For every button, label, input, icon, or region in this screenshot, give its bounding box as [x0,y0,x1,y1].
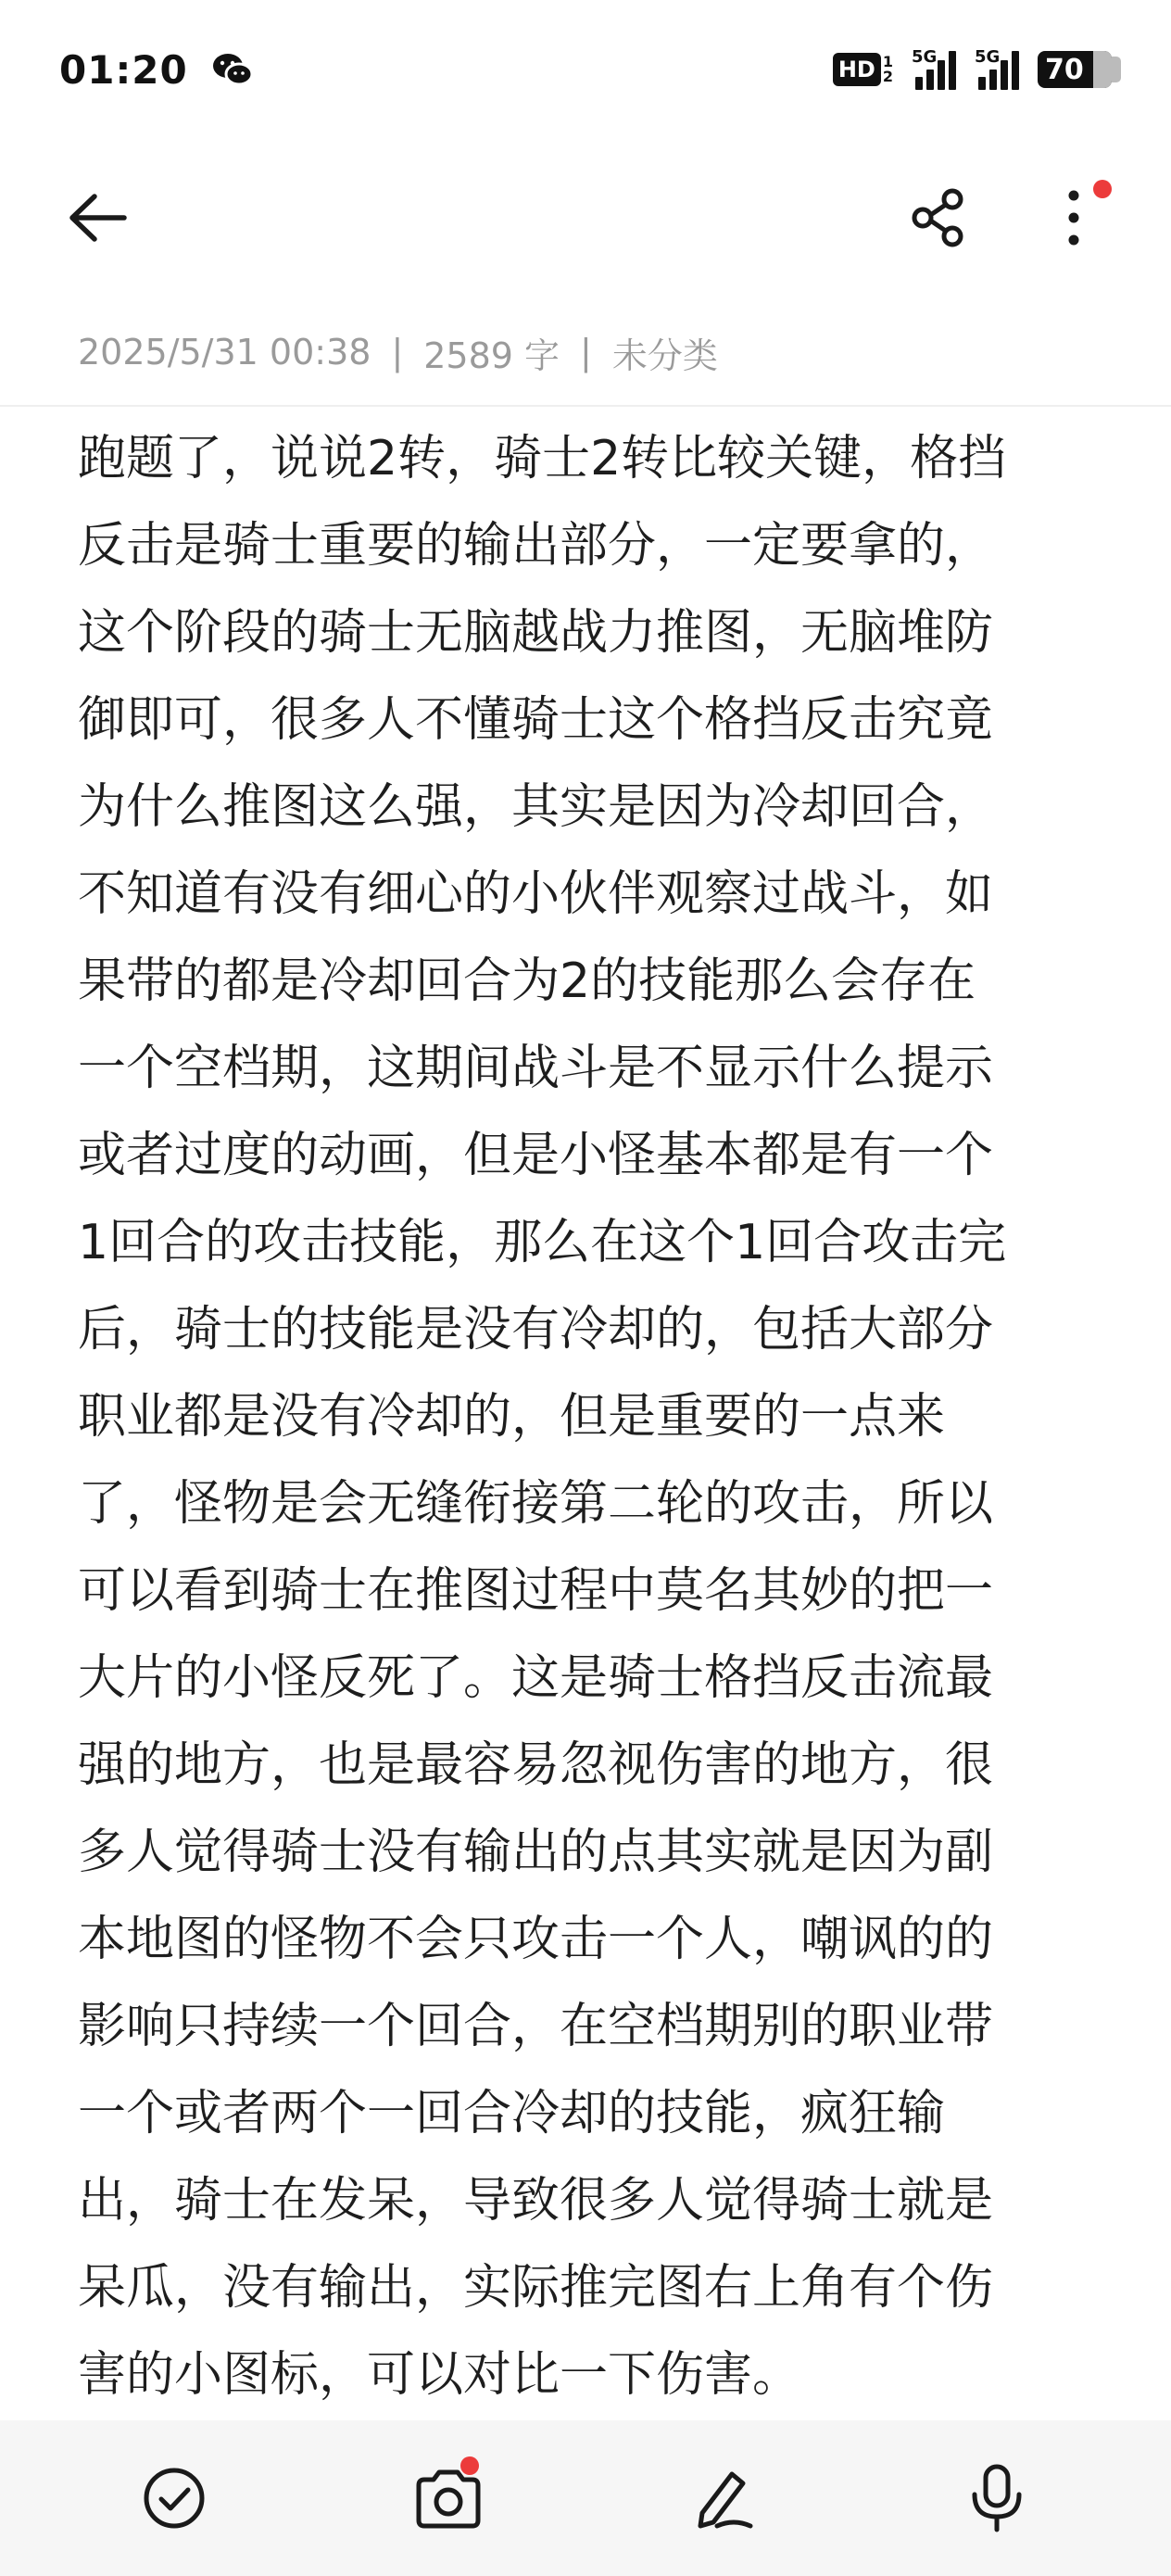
bottom-toolbar [0,2420,1171,2576]
note-text-line: 可以看到骑士在推图过程中莫名其妙的把一 [78,1563,994,1619]
hd-sim-numbers [883,55,893,84]
battery-icon [1038,51,1112,88]
note-text-line: 了，怪物是会无缝衔接第二轮的攻击，所以 [78,1476,994,1532]
note-text-line: 跑题了，说说2转，骑士2转比较关键，格挡 [78,431,1007,486]
checklist-button[interactable] [123,2447,225,2549]
note-text-line: 本地图的怪物不会只攻击一个人，嘲讽的的 [78,1912,994,1967]
status-bar [0,0,1171,139]
signal-2-label: 5G [975,47,1001,67]
note-text-line: 多人觉得骑士没有输出的点其实就是因为副 [78,1825,994,1880]
note-category[interactable]: 未分类 [611,335,718,376]
note-text-line: 出，骑士在发呆，导致很多人觉得骑士就是 [78,2173,994,2229]
note-datetime: 2025/5/31 00:38 [78,332,371,373]
camera-notification-dot [460,2456,479,2475]
arrow-left-icon [65,193,130,243]
wechat-icon [210,51,255,88]
note-text-line: 反击是骑士重要的输出部分，一定要拿的， [78,518,994,574]
note-text-line: 职业都是没有冷却的，但是重要的一点来 [78,1389,946,1445]
signal-icon-2 [975,49,1019,90]
pen-button[interactable] [672,2447,774,2549]
hd-voice-indicator [833,53,893,86]
hd-sim-2: 2 [882,68,893,85]
note-text-line: 一个或者两个一回合冷却的技能，疯狂输 [78,2086,946,2141]
note-text-line: 一个空档期，这期间战斗是不显示什么提示 [78,1041,994,1096]
note-text-line: 强的地方，也是最容易忽视伤害的地方，很 [78,1737,994,1793]
meta-divider [0,405,1171,407]
meta-separator: | [391,332,404,373]
back-button[interactable] [56,176,139,259]
more-notification-dot [1093,180,1112,198]
microphone-button[interactable] [946,2447,1048,2549]
note-text-line: 影响只持续一个回合，在空档期别的职业带 [78,1999,994,2054]
battery-level: 70 [1045,53,1084,86]
hd-label: HD [833,53,881,86]
camera-button[interactable] [397,2447,499,2549]
note-text-line: 果带的都是冷却回合为2的技能那么会存在 [78,953,976,1009]
note-meta [78,324,718,380]
note-toolbar [0,158,1171,278]
note-text-line: 为什么推图这么强，其实是因为冷却回合， [78,779,994,835]
camera-icon [413,2467,484,2530]
note-word-count: 2589 字 [423,335,560,376]
note-text-line: 后，骑士的技能是没有冷却的，包括大部分 [78,1302,994,1357]
note-text-line: 这个阶段的骑士无脑越战力推图，无脑堆防 [78,605,994,661]
status-time: 01:20 [59,46,188,93]
note-text-line: 呆瓜，没有输出，实际推完图右上角有个伤 [78,2260,994,2316]
note-text-line: 大片的小怪反死了。这是骑士格挡反击流最 [78,1650,994,1706]
more-button[interactable] [1032,176,1115,259]
share-icon [906,185,971,250]
more-vertical-icon [1064,188,1083,247]
hd-sim-1: 1 [882,53,893,70]
checklist-icon [141,2465,208,2532]
pen-icon [689,2465,756,2532]
note-text-line: 1回合的攻击技能，那么在这个1回合攻击完 [78,1215,1007,1270]
note-text-line: 害的小图标，可以对比一下伤害。 [78,2347,801,2403]
status-indicators [833,49,1112,90]
microphone-icon [969,2463,1025,2533]
share-button[interactable] [897,176,980,259]
signal-1-label: 5G [912,47,938,67]
note-text-line: 御即可，很多人不懂骑士这个格挡反击究竟 [78,692,994,748]
note-text-line: 不知道有没有细心的小伙伴观察过战斗，如 [78,866,994,922]
signal-icon [912,49,956,90]
meta-separator-2: | [580,332,592,373]
note-text-line: 或者过度的动画，但是小怪基本都是有一个 [78,1128,994,1183]
note-body[interactable] [78,415,1106,2418]
